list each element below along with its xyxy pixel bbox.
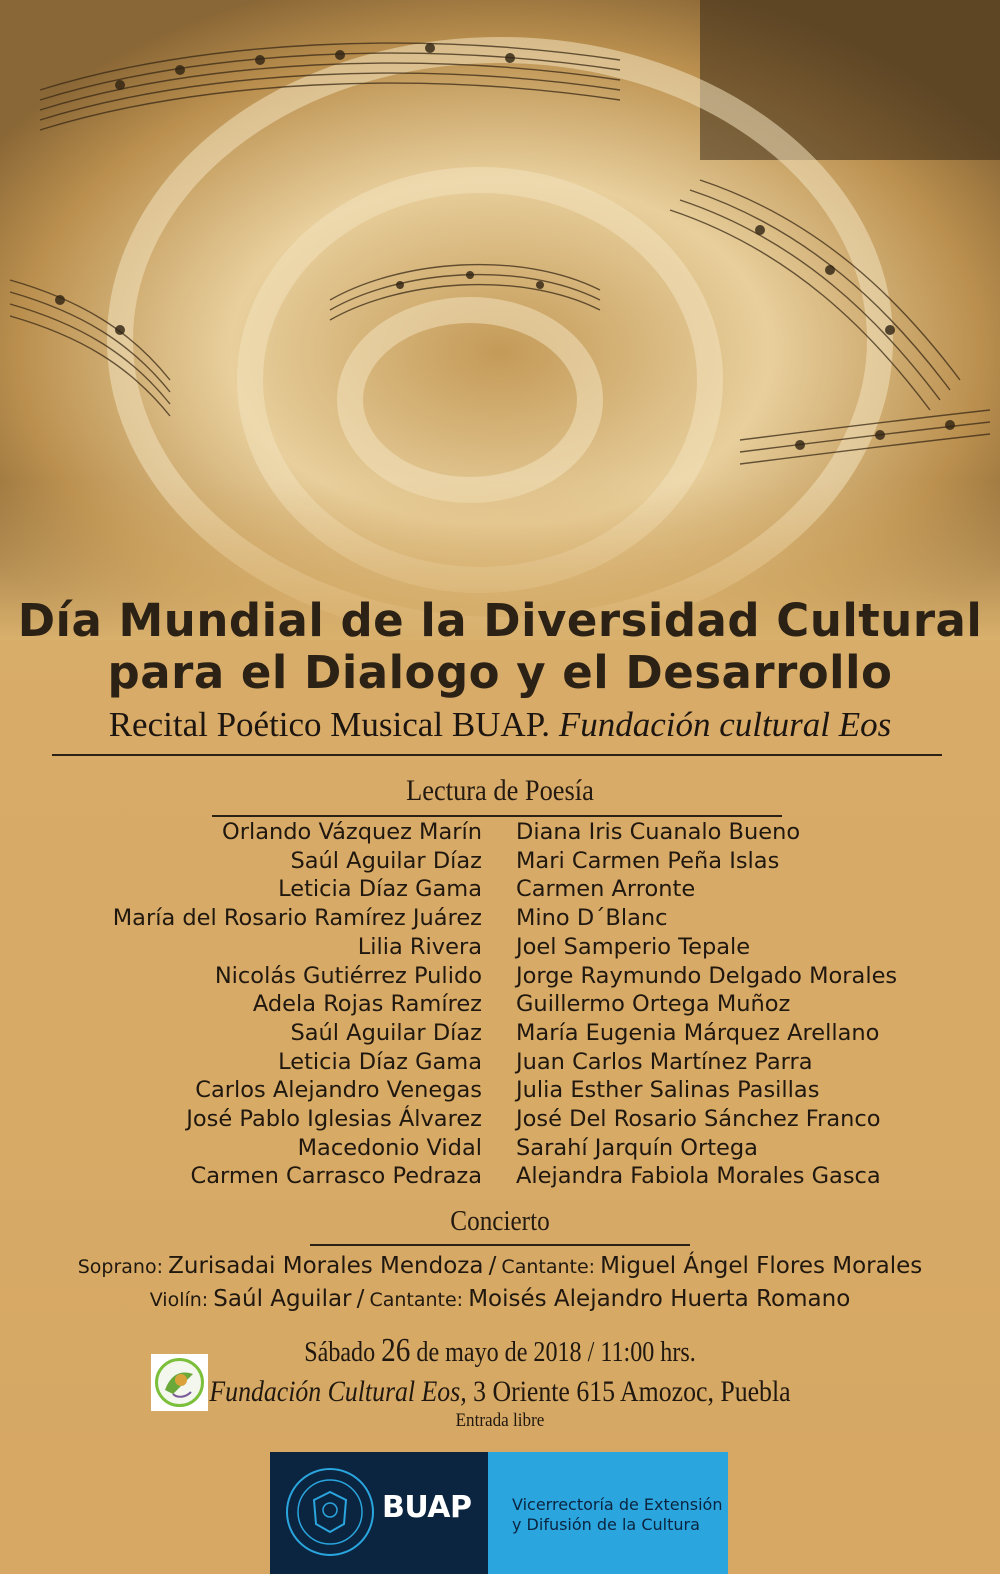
event-date-number: 26 xyxy=(381,1332,411,1369)
performer-role: Cantante: xyxy=(501,1256,596,1278)
buap-footer-logo xyxy=(270,1452,728,1574)
buap-seal-icon xyxy=(284,1466,376,1558)
divider-poetry xyxy=(212,815,782,817)
reader-name: Guillermo Ortega Muñoz xyxy=(516,991,791,1018)
reader-name: Carmen Carrasco Pedraza xyxy=(190,1163,482,1190)
readers-column-right xyxy=(516,818,897,1191)
separator: / xyxy=(488,1253,497,1279)
main-title-line-2: para el Dialogo y el Desarrollo xyxy=(107,646,893,699)
readers-column-left xyxy=(113,818,482,1191)
divider-concert xyxy=(310,1244,690,1246)
vicerrectoria-block xyxy=(488,1452,728,1574)
reader-name: María Eugenia Márquez Arellano xyxy=(516,1019,880,1046)
poetry-heading: Lectura de Poesía xyxy=(406,774,594,807)
sheet-music-rose-image xyxy=(0,0,1000,640)
event-date-rest: de mayo de 2018 / 11:00 hrs. xyxy=(416,1337,696,1368)
performer-role: Soprano: xyxy=(77,1256,164,1278)
main-title-line-1: Día Mundial de la Diversidad Cultural xyxy=(17,594,983,647)
subtitle-main: Recital Poético Musical BUAP. xyxy=(108,705,551,744)
performers-line-1 xyxy=(0,1253,1000,1279)
reader-name: Jorge Raymundo Delgado Morales xyxy=(516,962,898,989)
performers-line-2 xyxy=(0,1286,1000,1312)
reader-name: María del Rosario Ramírez Juárez xyxy=(112,905,482,932)
reader-name: Mari Carmen Peña Islas xyxy=(516,847,780,874)
reader-name: Julia Esther Salinas Pasillas xyxy=(516,1077,820,1104)
reader-name: Mino D´Blanc xyxy=(516,905,668,932)
reader-name: Saúl Aguilar Díaz xyxy=(290,1019,482,1046)
reader-name: Sarahí Jarquín Ortega xyxy=(516,1134,758,1161)
divider-main xyxy=(52,754,942,756)
reader-name: José Pablo Iglesias Álvarez xyxy=(186,1106,482,1133)
reader-name: Carlos Alejandro Venegas xyxy=(195,1077,482,1104)
performer-role: Violín: xyxy=(149,1289,209,1311)
reader-name: Orlando Vázquez Marín xyxy=(221,819,482,845)
reader-name: Joel Samperio Tepale xyxy=(516,933,751,960)
venue-name: Fundación Cultural Eos, xyxy=(209,1375,467,1408)
performer-name: Zurisadai Morales Mendoza xyxy=(168,1253,484,1279)
event-day: Sábado xyxy=(304,1337,376,1368)
venue-address: 3 Oriente 615 Amozoc, Puebla xyxy=(473,1375,791,1408)
reader-name: Juan Carlos Martínez Parra xyxy=(516,1048,813,1075)
reader-name: Leticia Díaz Gama xyxy=(278,1048,482,1075)
performer-name: Saúl Aguilar xyxy=(213,1286,352,1312)
buap-wordmark: BUAP xyxy=(382,1490,472,1525)
reader-name: José Del Rosario Sánchez Franco xyxy=(516,1106,881,1133)
reader-name: Saúl Aguilar Díaz xyxy=(290,847,482,874)
vicerrectoria-line-2: y Difusión de la Cultura xyxy=(512,1515,700,1534)
concert-heading: Concierto xyxy=(450,1206,550,1237)
reader-name: Nicolás Gutiérrez Pulido xyxy=(214,962,482,989)
reader-name: Carmen Arronte xyxy=(516,876,696,903)
separator: / xyxy=(356,1286,365,1312)
reader-name: Lilia Rivera xyxy=(357,933,482,960)
reader-name: Macedonio Vidal xyxy=(297,1134,482,1161)
performer-name: Moisés Alejandro Huerta Romano xyxy=(468,1286,851,1312)
subtitle-italic: Fundación cultural Eos xyxy=(558,705,892,744)
event-venue xyxy=(70,1375,930,1409)
performer-name: Miguel Ángel Flores Morales xyxy=(600,1253,923,1279)
performer-role: Cantante: xyxy=(369,1289,464,1311)
reader-name: Adela Rojas Ramírez xyxy=(252,991,482,1018)
subtitle xyxy=(0,705,1000,745)
reader-name: Diana Iris Cuanalo Bueno xyxy=(516,819,801,845)
reader-name: Leticia Díaz Gama xyxy=(278,876,482,903)
reader-name: Alejandra Fabiola Morales Gasca xyxy=(516,1163,881,1190)
free-entry-note: Entrada libre xyxy=(455,1410,545,1431)
vicerrectoria-line-1: Vicerrectoría de Extensión xyxy=(512,1495,723,1514)
buap-logo-block xyxy=(270,1452,488,1574)
